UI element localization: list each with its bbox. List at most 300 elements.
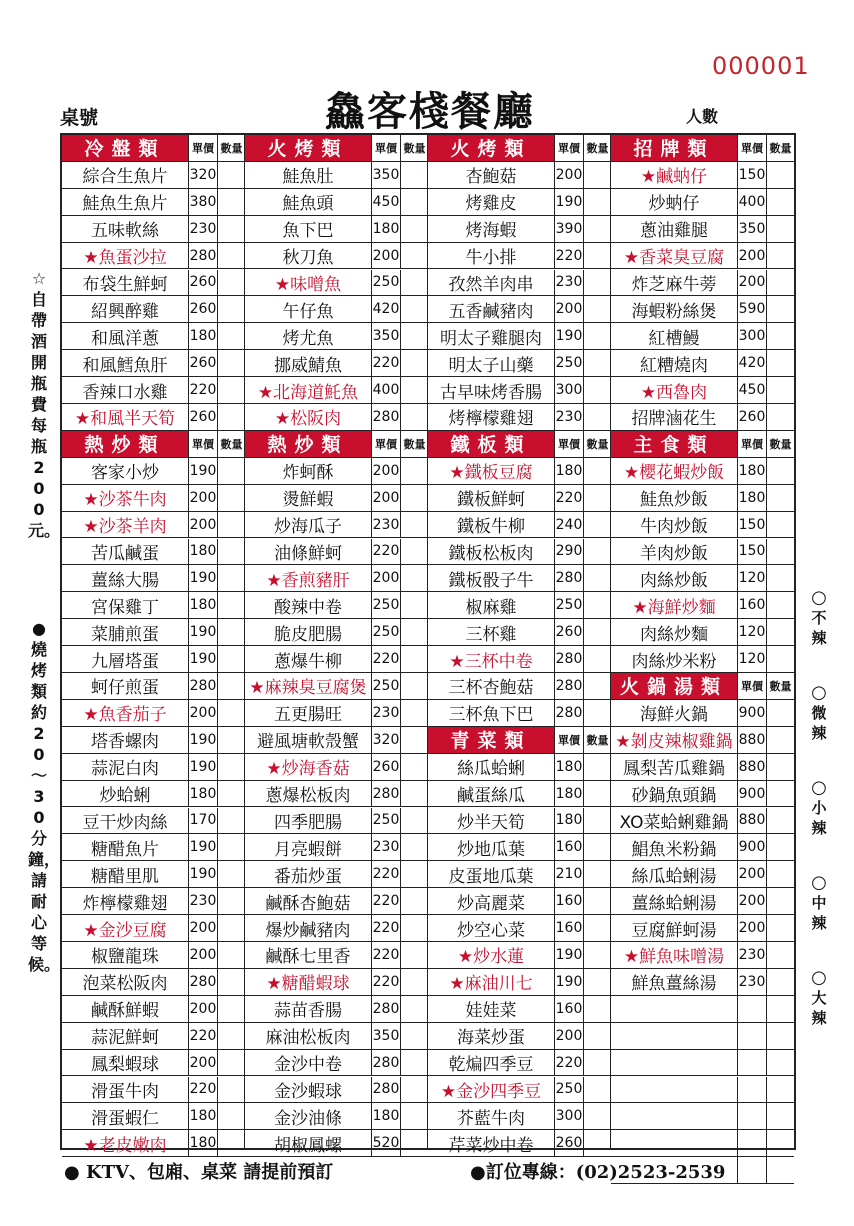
- quantity-cell[interactable]: [400, 404, 428, 430]
- quantity-cell[interactable]: [583, 243, 611, 269]
- dish-name: 芥藍牛肉: [457, 1108, 525, 1129]
- menu-item-row: [611, 189, 794, 216]
- quantity-cell[interactable]: [766, 323, 794, 349]
- category-header: [611, 135, 794, 162]
- dish-price: 390: [554, 216, 583, 242]
- quantity-cell[interactable]: [400, 350, 428, 376]
- dish-name: 油條鮮蚵: [274, 543, 342, 564]
- quantity-cell[interactable]: [217, 915, 245, 941]
- quantity-cell[interactable]: [217, 216, 245, 242]
- menu-item-row: [428, 915, 611, 942]
- quantity-cell[interactable]: [217, 458, 245, 484]
- menu-item-row: [611, 727, 794, 754]
- quantity-cell[interactable]: [400, 834, 428, 860]
- quantity-cell[interactable]: [583, 458, 611, 484]
- dish-name: 絲瓜蛤蜊湯: [631, 866, 717, 887]
- quantity-cell[interactable]: [766, 1157, 794, 1183]
- quantity-cell[interactable]: [766, 270, 794, 296]
- radio-circle-icon[interactable]: ○: [811, 967, 827, 988]
- quantity-cell[interactable]: [766, 458, 794, 484]
- dish-name: [611, 1103, 737, 1129]
- dish-price: 280: [188, 673, 217, 699]
- dish-name: 孜然羊肉串: [448, 274, 534, 295]
- menu-item-row: [611, 781, 794, 808]
- quantity-cell[interactable]: [400, 754, 428, 780]
- menu-item-row: [428, 512, 611, 539]
- dish-name: 炒高麗菜: [457, 893, 525, 914]
- quantity-cell[interactable]: [217, 781, 245, 807]
- menu-item-row: [611, 458, 794, 485]
- dish-price: 230: [371, 834, 400, 860]
- quantity-cell[interactable]: [217, 592, 245, 618]
- menu-item-row: [245, 1050, 428, 1077]
- category-header: [611, 431, 794, 458]
- quantity-cell[interactable]: [400, 162, 428, 188]
- quantity-cell[interactable]: [217, 323, 245, 349]
- menu-item-row: [62, 1023, 245, 1050]
- quantity-cell[interactable]: [217, 942, 245, 968]
- dish-price: 120: [737, 619, 766, 645]
- quantity-cell[interactable]: [217, 270, 245, 296]
- menu-item-row: [428, 458, 611, 485]
- dish-name: 菜脯煎蛋: [91, 624, 159, 645]
- quantity-cell[interactable]: [217, 377, 245, 403]
- quantity-cell[interactable]: [766, 592, 794, 618]
- dish-name: 脆皮肥腸: [274, 624, 342, 645]
- dish-price: 220: [371, 350, 400, 376]
- quantity-cell[interactable]: [766, 969, 794, 995]
- price-header: 單價: [371, 135, 400, 161]
- category-name: 青菜類: [428, 727, 554, 753]
- quantity-cell[interactable]: [766, 512, 794, 538]
- quantity-cell[interactable]: [766, 996, 794, 1022]
- quantity-cell[interactable]: [217, 1050, 245, 1076]
- quantity-cell[interactable]: [400, 619, 428, 645]
- quantity-cell[interactable]: [217, 1130, 245, 1156]
- quantity-cell[interactable]: [400, 1050, 428, 1076]
- dish-price: 190: [554, 942, 583, 968]
- quantity-cell[interactable]: [583, 646, 611, 672]
- dish-price: 420: [737, 350, 766, 376]
- menu-item-row: [428, 404, 611, 431]
- dish-price: 260: [188, 404, 217, 430]
- menu-item-row: [62, 969, 245, 996]
- quantity-cell[interactable]: [583, 808, 611, 834]
- quantity-cell[interactable]: [400, 727, 428, 753]
- menu-item-row: [245, 592, 428, 619]
- dish-name: 肉絲炒飯: [640, 570, 708, 591]
- quantity-cell[interactable]: [400, 942, 428, 968]
- quantity-cell[interactable]: [217, 296, 245, 322]
- menu-item-row: [62, 485, 245, 512]
- quantity-cell[interactable]: [400, 673, 428, 699]
- quantity-cell[interactable]: [766, 1050, 794, 1076]
- quantity-cell[interactable]: [583, 781, 611, 807]
- quantity-cell[interactable]: [400, 1130, 428, 1156]
- menu-item-row: [245, 404, 428, 431]
- quantity-cell[interactable]: [583, 377, 611, 403]
- dish-price: 200: [737, 861, 766, 887]
- category-name: 鐵板類: [428, 431, 554, 457]
- menu-item-row: [62, 700, 245, 727]
- menu-item-row: [62, 512, 245, 539]
- dish-price: 190: [188, 646, 217, 672]
- spice-option[interactable]: [806, 873, 832, 933]
- quantity-cell[interactable]: [217, 834, 245, 860]
- menu-item-row: [611, 619, 794, 646]
- quantity-cell[interactable]: [583, 350, 611, 376]
- quantity-cell[interactable]: [400, 996, 428, 1022]
- dish-price: 200: [737, 915, 766, 941]
- quantity-cell[interactable]: [400, 861, 428, 887]
- quantity-cell[interactable]: [766, 216, 794, 242]
- quantity-cell[interactable]: [583, 512, 611, 538]
- dish-name: 海菜炒蛋: [457, 1028, 525, 1049]
- menu-item-row: [611, 243, 794, 270]
- spice-option[interactable]: [806, 683, 832, 743]
- reservation-phone: ●訂位專線：(02)2523-2539: [470, 1162, 726, 1183]
- dish-price: 420: [371, 296, 400, 322]
- dish-price: 200: [188, 512, 217, 538]
- quantity-cell[interactable]: [583, 619, 611, 645]
- dish-name: 海鮮火鍋: [640, 705, 708, 726]
- menu-item-row: [62, 189, 245, 216]
- quantity-cell[interactable]: [583, 404, 611, 430]
- quantity-cell[interactable]: [400, 243, 428, 269]
- quantity-cell[interactable]: [766, 915, 794, 941]
- dish-price: 220: [371, 539, 400, 565]
- quantity-cell[interactable]: [583, 888, 611, 914]
- dish-price: 180: [188, 539, 217, 565]
- quantity-cell[interactable]: [583, 1103, 611, 1129]
- dish-price: 190: [188, 727, 217, 753]
- quantity-cell[interactable]: [217, 969, 245, 995]
- radio-circle-icon[interactable]: ○: [811, 872, 827, 893]
- dish-price: 220: [188, 377, 217, 403]
- quantity-cell[interactable]: [400, 781, 428, 807]
- dish-name: 炒蚋仔: [648, 194, 700, 215]
- spice-option[interactable]: [806, 968, 832, 1028]
- dish-name: 蒜泥鮮蚵: [91, 1028, 159, 1049]
- quantity-cell[interactable]: [583, 942, 611, 968]
- menu-item-row: [245, 808, 428, 835]
- menu-item-row: [611, 539, 794, 566]
- quantity-cell[interactable]: [217, 189, 245, 215]
- dish-name: 椒鹽龍珠: [91, 947, 159, 968]
- table-number-label: 桌號: [60, 107, 99, 129]
- dish-name: 九層塔蛋: [91, 651, 159, 672]
- quantity-cell[interactable]: [766, 1077, 794, 1103]
- quantity-cell[interactable]: [583, 296, 611, 322]
- dish-price: 350: [371, 1023, 400, 1049]
- menu-item-row: [62, 808, 245, 835]
- dish-price: 260: [554, 619, 583, 645]
- dish-price: 380: [188, 189, 217, 215]
- quantity-cell[interactable]: [217, 727, 245, 753]
- dish-name: 明太子山藥: [448, 355, 534, 376]
- quantity-cell[interactable]: [217, 512, 245, 538]
- quantity-cell[interactable]: [400, 377, 428, 403]
- menu-item-row: [62, 861, 245, 888]
- quantity-cell[interactable]: [766, 700, 794, 726]
- dish-price: 250: [371, 673, 400, 699]
- dish-name: 滑蛋牛肉: [91, 1081, 159, 1102]
- dish-name: XO菜蛤蜊雞鍋: [619, 812, 729, 833]
- dish-name: 金沙油條: [274, 1108, 342, 1129]
- quantity-cell[interactable]: [400, 296, 428, 322]
- menu-item-row: [428, 808, 611, 835]
- quantity-cell[interactable]: [766, 377, 794, 403]
- quantity-cell[interactable]: [217, 539, 245, 565]
- dish-price: 180: [371, 216, 400, 242]
- dish-price: 180: [554, 754, 583, 780]
- quantity-cell[interactable]: [583, 162, 611, 188]
- dish-name: ★松阪肉: [274, 409, 342, 430]
- category-header: [428, 727, 611, 754]
- dish-price: [737, 1050, 766, 1076]
- dish-name: 蚵仔煎蛋: [91, 678, 159, 699]
- quantity-cell[interactable]: [766, 888, 794, 914]
- quantity-cell[interactable]: [583, 861, 611, 887]
- quantity-cell[interactable]: [583, 565, 611, 591]
- quantity-cell[interactable]: [766, 243, 794, 269]
- quantity-cell[interactable]: [400, 485, 428, 511]
- category-name: 招牌類: [611, 135, 737, 161]
- quantity-cell[interactable]: [217, 996, 245, 1022]
- dish-price: 880: [737, 727, 766, 753]
- quantity-header: 數量: [583, 135, 611, 161]
- quantity-cell[interactable]: [583, 1023, 611, 1049]
- quantity-cell[interactable]: [217, 404, 245, 430]
- menu-item-row: [611, 485, 794, 512]
- quantity-cell[interactable]: [583, 754, 611, 780]
- quantity-cell[interactable]: [766, 646, 794, 672]
- quantity-cell[interactable]: [400, 458, 428, 484]
- dish-price: 280: [371, 1050, 400, 1076]
- dish-price: 190: [554, 969, 583, 995]
- quantity-cell[interactable]: [217, 808, 245, 834]
- menu-item-row: [611, 565, 794, 592]
- menu-item-row: [245, 512, 428, 539]
- menu-item-row: [62, 754, 245, 781]
- menu-item-row: [245, 1130, 428, 1157]
- radio-circle-icon[interactable]: ○: [811, 587, 827, 608]
- quantity-cell[interactable]: [766, 539, 794, 565]
- quantity-cell[interactable]: [583, 969, 611, 995]
- dish-price: 220: [371, 646, 400, 672]
- quantity-cell[interactable]: [766, 162, 794, 188]
- quantity-cell[interactable]: [217, 1103, 245, 1129]
- quantity-cell[interactable]: [766, 619, 794, 645]
- quantity-cell[interactable]: [583, 996, 611, 1022]
- radio-circle-icon[interactable]: ○: [811, 777, 827, 798]
- menu-item-row: [428, 296, 611, 323]
- quantity-cell[interactable]: [583, 1050, 611, 1076]
- dish-name: ★沙茶羊肉: [83, 517, 167, 538]
- quantity-cell[interactable]: [217, 485, 245, 511]
- radio-circle-icon[interactable]: ○: [811, 682, 827, 703]
- dish-name: 酸辣中卷: [274, 597, 342, 618]
- menu-column-4: [611, 135, 794, 1148]
- quantity-cell[interactable]: [400, 592, 428, 618]
- dish-name: 避風塘軟殼蟹: [257, 732, 359, 753]
- quantity-cell[interactable]: [583, 323, 611, 349]
- quantity-cell[interactable]: [217, 350, 245, 376]
- quantity-cell[interactable]: [217, 700, 245, 726]
- quantity-cell[interactable]: [217, 646, 245, 672]
- menu-item-row: [428, 861, 611, 888]
- quantity-cell[interactable]: [766, 754, 794, 780]
- quantity-header: 數量: [400, 431, 428, 457]
- quantity-cell[interactable]: [583, 834, 611, 860]
- quantity-cell[interactable]: [217, 619, 245, 645]
- quantity-cell[interactable]: [217, 861, 245, 887]
- quantity-cell[interactable]: [583, 485, 611, 511]
- dish-price: 350: [371, 323, 400, 349]
- dish-price: 230: [188, 216, 217, 242]
- quantity-cell[interactable]: [583, 189, 611, 215]
- quantity-cell[interactable]: [766, 781, 794, 807]
- menu-item-row: [245, 888, 428, 915]
- dish-price: 280: [371, 404, 400, 430]
- quantity-cell[interactable]: [766, 834, 794, 860]
- dish-price: 590: [737, 296, 766, 322]
- quantity-cell[interactable]: [400, 189, 428, 215]
- quantity-cell[interactable]: [400, 539, 428, 565]
- quantity-cell[interactable]: [400, 1103, 428, 1129]
- quantity-cell[interactable]: [766, 350, 794, 376]
- quantity-cell[interactable]: [400, 808, 428, 834]
- quantity-cell[interactable]: [766, 808, 794, 834]
- category-name: 火鍋湯類: [611, 673, 737, 699]
- spice-option[interactable]: [806, 588, 832, 648]
- quantity-cell[interactable]: [400, 646, 428, 672]
- dish-name: 布袋生鮮蚵: [82, 274, 168, 295]
- dish-price: 200: [737, 888, 766, 914]
- dish-name: 挪威鯖魚: [274, 355, 342, 376]
- dish-price: 220: [554, 1050, 583, 1076]
- quantity-cell[interactable]: [400, 700, 428, 726]
- quantity-cell[interactable]: [400, 270, 428, 296]
- menu-item-row: [611, 700, 794, 727]
- dish-name: ★櫻花蝦炒飯: [623, 463, 725, 484]
- quantity-cell[interactable]: [400, 888, 428, 914]
- dish-name: 芹菜炒中卷: [448, 1135, 534, 1156]
- dish-name: 滑蛋蝦仁: [91, 1108, 159, 1129]
- quantity-cell[interactable]: [217, 162, 245, 188]
- quantity-cell[interactable]: [766, 189, 794, 215]
- quantity-cell[interactable]: [766, 485, 794, 511]
- quantity-cell[interactable]: [766, 1023, 794, 1049]
- price-header: 單價: [554, 431, 583, 457]
- dish-price: 220: [371, 969, 400, 995]
- quantity-cell[interactable]: [583, 915, 611, 941]
- dish-name: 蒜苗香腸: [274, 1001, 342, 1022]
- dish-price: 230: [188, 888, 217, 914]
- dish-price: 180: [737, 458, 766, 484]
- quantity-cell[interactable]: [583, 270, 611, 296]
- quantity-cell[interactable]: [583, 592, 611, 618]
- quantity-cell[interactable]: [217, 888, 245, 914]
- menu-item-row: [62, 592, 245, 619]
- dish-price: 260: [554, 1130, 583, 1156]
- quantity-cell[interactable]: [766, 296, 794, 322]
- dish-price: [737, 996, 766, 1022]
- quantity-cell[interactable]: [766, 404, 794, 430]
- menu-item-row: [611, 592, 794, 619]
- quantity-cell[interactable]: [766, 861, 794, 887]
- dish-price: 260: [188, 270, 217, 296]
- menu-item-row: [62, 646, 245, 673]
- quantity-cell[interactable]: [400, 915, 428, 941]
- dish-price: 210: [554, 861, 583, 887]
- quantity-cell[interactable]: [400, 512, 428, 538]
- quantity-cell[interactable]: [217, 243, 245, 269]
- menu-item-row: [245, 377, 428, 404]
- quantity-cell[interactable]: [400, 565, 428, 591]
- quantity-cell[interactable]: [583, 539, 611, 565]
- dish-price: 260: [188, 296, 217, 322]
- menu-item-row: [428, 1130, 611, 1157]
- spice-label: 不辣: [811, 609, 827, 647]
- spice-option[interactable]: [806, 778, 832, 838]
- menu-item-row: [428, 1023, 611, 1050]
- quantity-cell[interactable]: [217, 673, 245, 699]
- quantity-cell[interactable]: [217, 1077, 245, 1103]
- dish-name: 鮭魚生魚片: [82, 194, 168, 215]
- quantity-cell[interactable]: [400, 323, 428, 349]
- spice-label: 微辣: [811, 704, 827, 742]
- dish-price: 200: [554, 296, 583, 322]
- quantity-cell[interactable]: [583, 1077, 611, 1103]
- dish-name: 羊肉炒飯: [640, 543, 708, 564]
- menu-item-row: [62, 781, 245, 808]
- dish-name: 招牌滷花生: [631, 409, 717, 430]
- quantity-header: 數量: [400, 135, 428, 161]
- dish-price: 180: [554, 458, 583, 484]
- dish-price: 180: [737, 485, 766, 511]
- quantity-cell[interactable]: [766, 1130, 794, 1156]
- dish-price: [737, 1157, 766, 1183]
- quantity-cell[interactable]: [766, 1103, 794, 1129]
- reservation-note: ● KTV、包廂、桌菜 請提前預訂: [64, 1162, 334, 1183]
- dish-price: 180: [188, 1103, 217, 1129]
- quantity-cell[interactable]: [583, 700, 611, 726]
- quantity-cell[interactable]: [583, 216, 611, 242]
- dish-name: 三杯杏鮑菇: [448, 678, 534, 699]
- dish-name: 五更腸旺: [274, 705, 342, 726]
- quantity-cell[interactable]: [400, 969, 428, 995]
- menu-item-row: [611, 834, 794, 861]
- dish-price: 190: [554, 189, 583, 215]
- quantity-cell[interactable]: [583, 673, 611, 699]
- quantity-cell[interactable]: [400, 1023, 428, 1049]
- quantity-cell[interactable]: [217, 1023, 245, 1049]
- quantity-cell[interactable]: [766, 565, 794, 591]
- quantity-cell[interactable]: [766, 727, 794, 753]
- menu-item-row: [62, 942, 245, 969]
- quantity-cell[interactable]: [400, 216, 428, 242]
- quantity-cell[interactable]: [217, 754, 245, 780]
- quantity-cell[interactable]: [217, 565, 245, 591]
- quantity-cell[interactable]: [400, 1077, 428, 1103]
- menu-item-row: [245, 969, 428, 996]
- menu-item-row: [62, 996, 245, 1023]
- menu-item-row: [428, 673, 611, 700]
- quantity-cell[interactable]: [583, 1130, 611, 1156]
- quantity-cell[interactable]: [766, 942, 794, 968]
- price-header: 單價: [554, 135, 583, 161]
